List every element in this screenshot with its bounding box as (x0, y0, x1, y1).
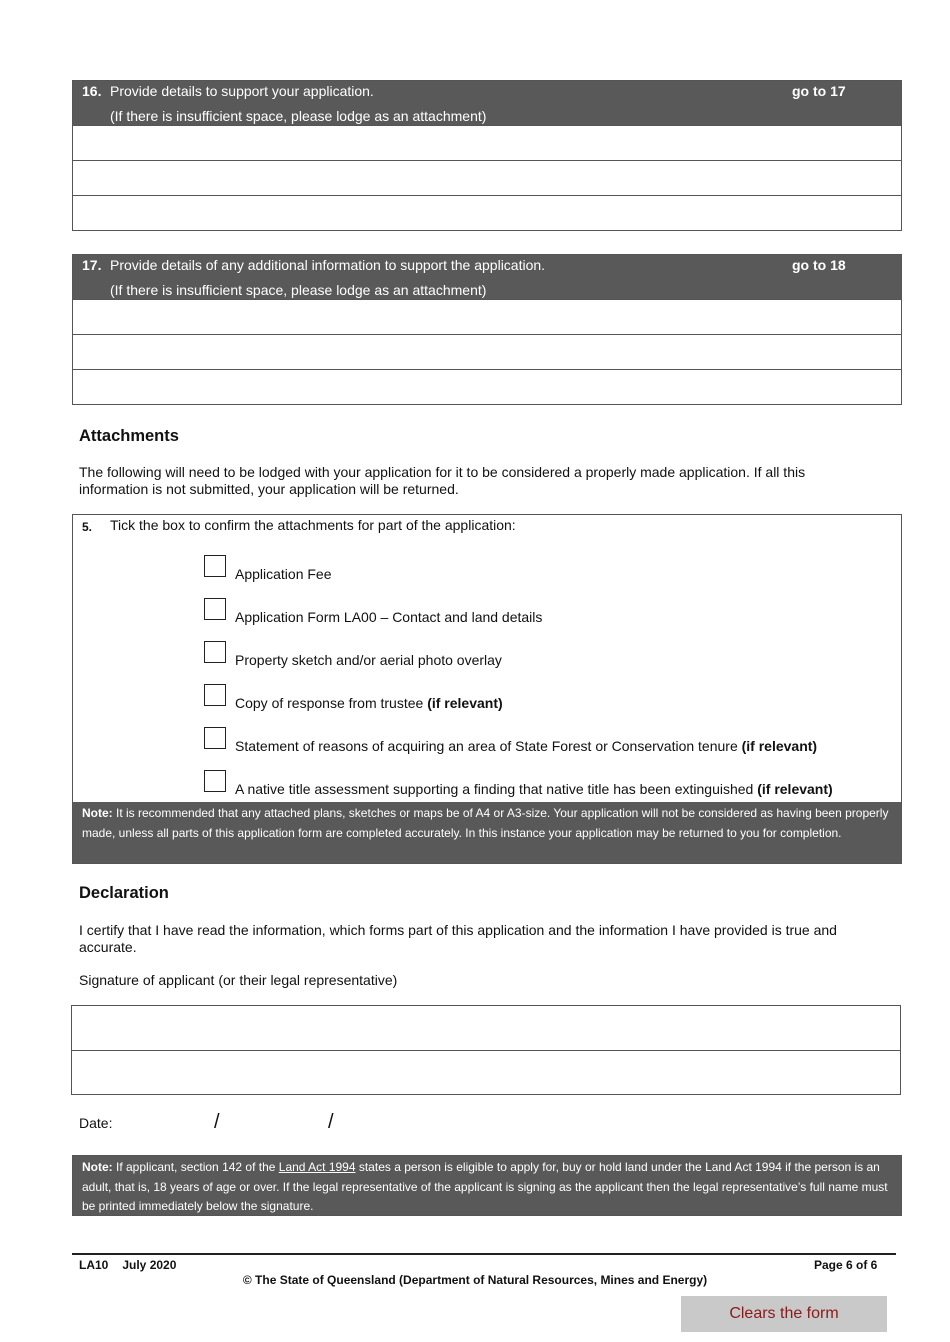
note-text-pre: If applicant, section 142 of the (112, 1160, 279, 1174)
question-17-input-2[interactable] (73, 335, 901, 369)
question-16-goto: go to 17 (792, 83, 846, 99)
question-17-goto: go to 18 (792, 257, 846, 273)
declaration-note (72, 1155, 902, 1216)
attachments-lead: Tick the box to confirm the attachments for part of the application: (110, 517, 516, 533)
footer-form-code: LA10 July 2020 (79, 1258, 177, 1272)
question-16-line-3 (73, 195, 901, 230)
date-separator-2: / (328, 1111, 334, 1133)
question-16-header (73, 81, 901, 125)
footer-rule (72, 1253, 896, 1255)
declaration-text: I certify that I have read the information, which forms part of this application and the information I have provided is true and accurate. (79, 922, 837, 955)
attachments-note (73, 802, 901, 863)
question-16-input-1[interactable] (73, 126, 901, 160)
attachments-intro: The following will need to be lodged with your application for it to be considered a properly made application. If all this information is not submitted, your application will be returned. (79, 464, 806, 497)
question-17-input-3[interactable] (73, 370, 901, 404)
footer-copyright: © The State of Queensland (Department of Natural Resources, Mines and Energy) (242, 1273, 708, 1287)
question-16-block (72, 80, 902, 231)
clear-form-button[interactable]: Clears the form (681, 1296, 887, 1332)
question-17-title: Provide details of any additional information to support the application. (110, 257, 546, 273)
signature-label: Signature of applicant (or their legal representative) (79, 972, 398, 988)
question-17-block (72, 254, 902, 405)
signature-divider (72, 1050, 900, 1051)
attachments-heading: Attachments (79, 427, 179, 445)
attachment-label: Copy of response from trustee (if relevant) (235, 695, 503, 711)
question-17-number: 17. (82, 257, 102, 273)
note-text: It is recommended that any attached plans, sketches or maps be of A4 or A3-size. Your application will not be considered as having been properly made, unless all parts of this application form are completed accurately. In this instance your application may be returned to you for completion. (82, 806, 889, 840)
question-16-input-3[interactable] (73, 196, 901, 230)
date-day-input[interactable] (120, 1112, 209, 1136)
date-label: Date: (79, 1115, 113, 1131)
date-month-input[interactable] (232, 1112, 321, 1136)
checkbox-statement-of-reasons[interactable] (204, 727, 226, 749)
question-16-input-2[interactable] (73, 161, 901, 195)
attachment-label: Application Fee (235, 566, 332, 582)
question-17-subtitle: (If there is insufficient space, please lodge as an attachment) (110, 282, 487, 298)
question-16-line-2 (73, 160, 901, 195)
question-17-header (73, 255, 901, 299)
question-17-input-1[interactable] (73, 300, 901, 334)
checkbox-application-form-la00[interactable] (204, 598, 226, 620)
question-17-line-2 (73, 334, 901, 369)
question-17-line-1 (73, 299, 901, 334)
signature-box[interactable] (71, 1005, 901, 1095)
date-separator-1: / (214, 1111, 220, 1133)
checkbox-native-title-assessment[interactable] (204, 770, 226, 792)
question-16-number: 16. (82, 83, 102, 99)
attachment-label: Application Form LA00 – Contact and land details (235, 609, 543, 625)
attachments-number: 5. (82, 520, 93, 534)
attachment-label: A native title assessment supporting a finding that native title has been extinguished (if relevant) (235, 781, 833, 797)
declaration-heading: Declaration (79, 884, 169, 902)
note-label: Note: (82, 806, 113, 820)
question-17-line-3 (73, 369, 901, 404)
footer-date: July 2020 (122, 1258, 177, 1272)
checkbox-application-fee[interactable] (204, 555, 226, 577)
note-label: Note: (82, 1160, 113, 1174)
attachment-label: Property sketch and/or aerial photo overlay (235, 652, 502, 668)
checkbox-trustee-response[interactable] (204, 684, 226, 706)
question-16-title: Provide details to support your application. (110, 83, 374, 99)
attachments-checklist (72, 514, 902, 864)
checkbox-property-sketch[interactable] (204, 641, 226, 663)
date-year-input[interactable] (346, 1112, 435, 1136)
land-act-link[interactable]: Land Act 1994 (278, 1160, 356, 1174)
attachment-label: Statement of reasons of acquiring an area of State Forest or Conservation tenure (if relevant) (235, 738, 818, 754)
question-16-subtitle: (If there is insufficient space, please lodge as an attachment) (110, 108, 487, 124)
footer-page-number: Page 6 of 6 (814, 1258, 878, 1272)
question-16-line-1 (73, 125, 901, 160)
note-text-post: states a person is eligible to apply for, buy or hold land under the Land Act 1994 if the person is an adult, that is, 18 years of age or over. If the legal representative of the applicant is signing as the applicant then the legal representative’s full name must be printed immediately below the signature. (82, 1160, 888, 1213)
